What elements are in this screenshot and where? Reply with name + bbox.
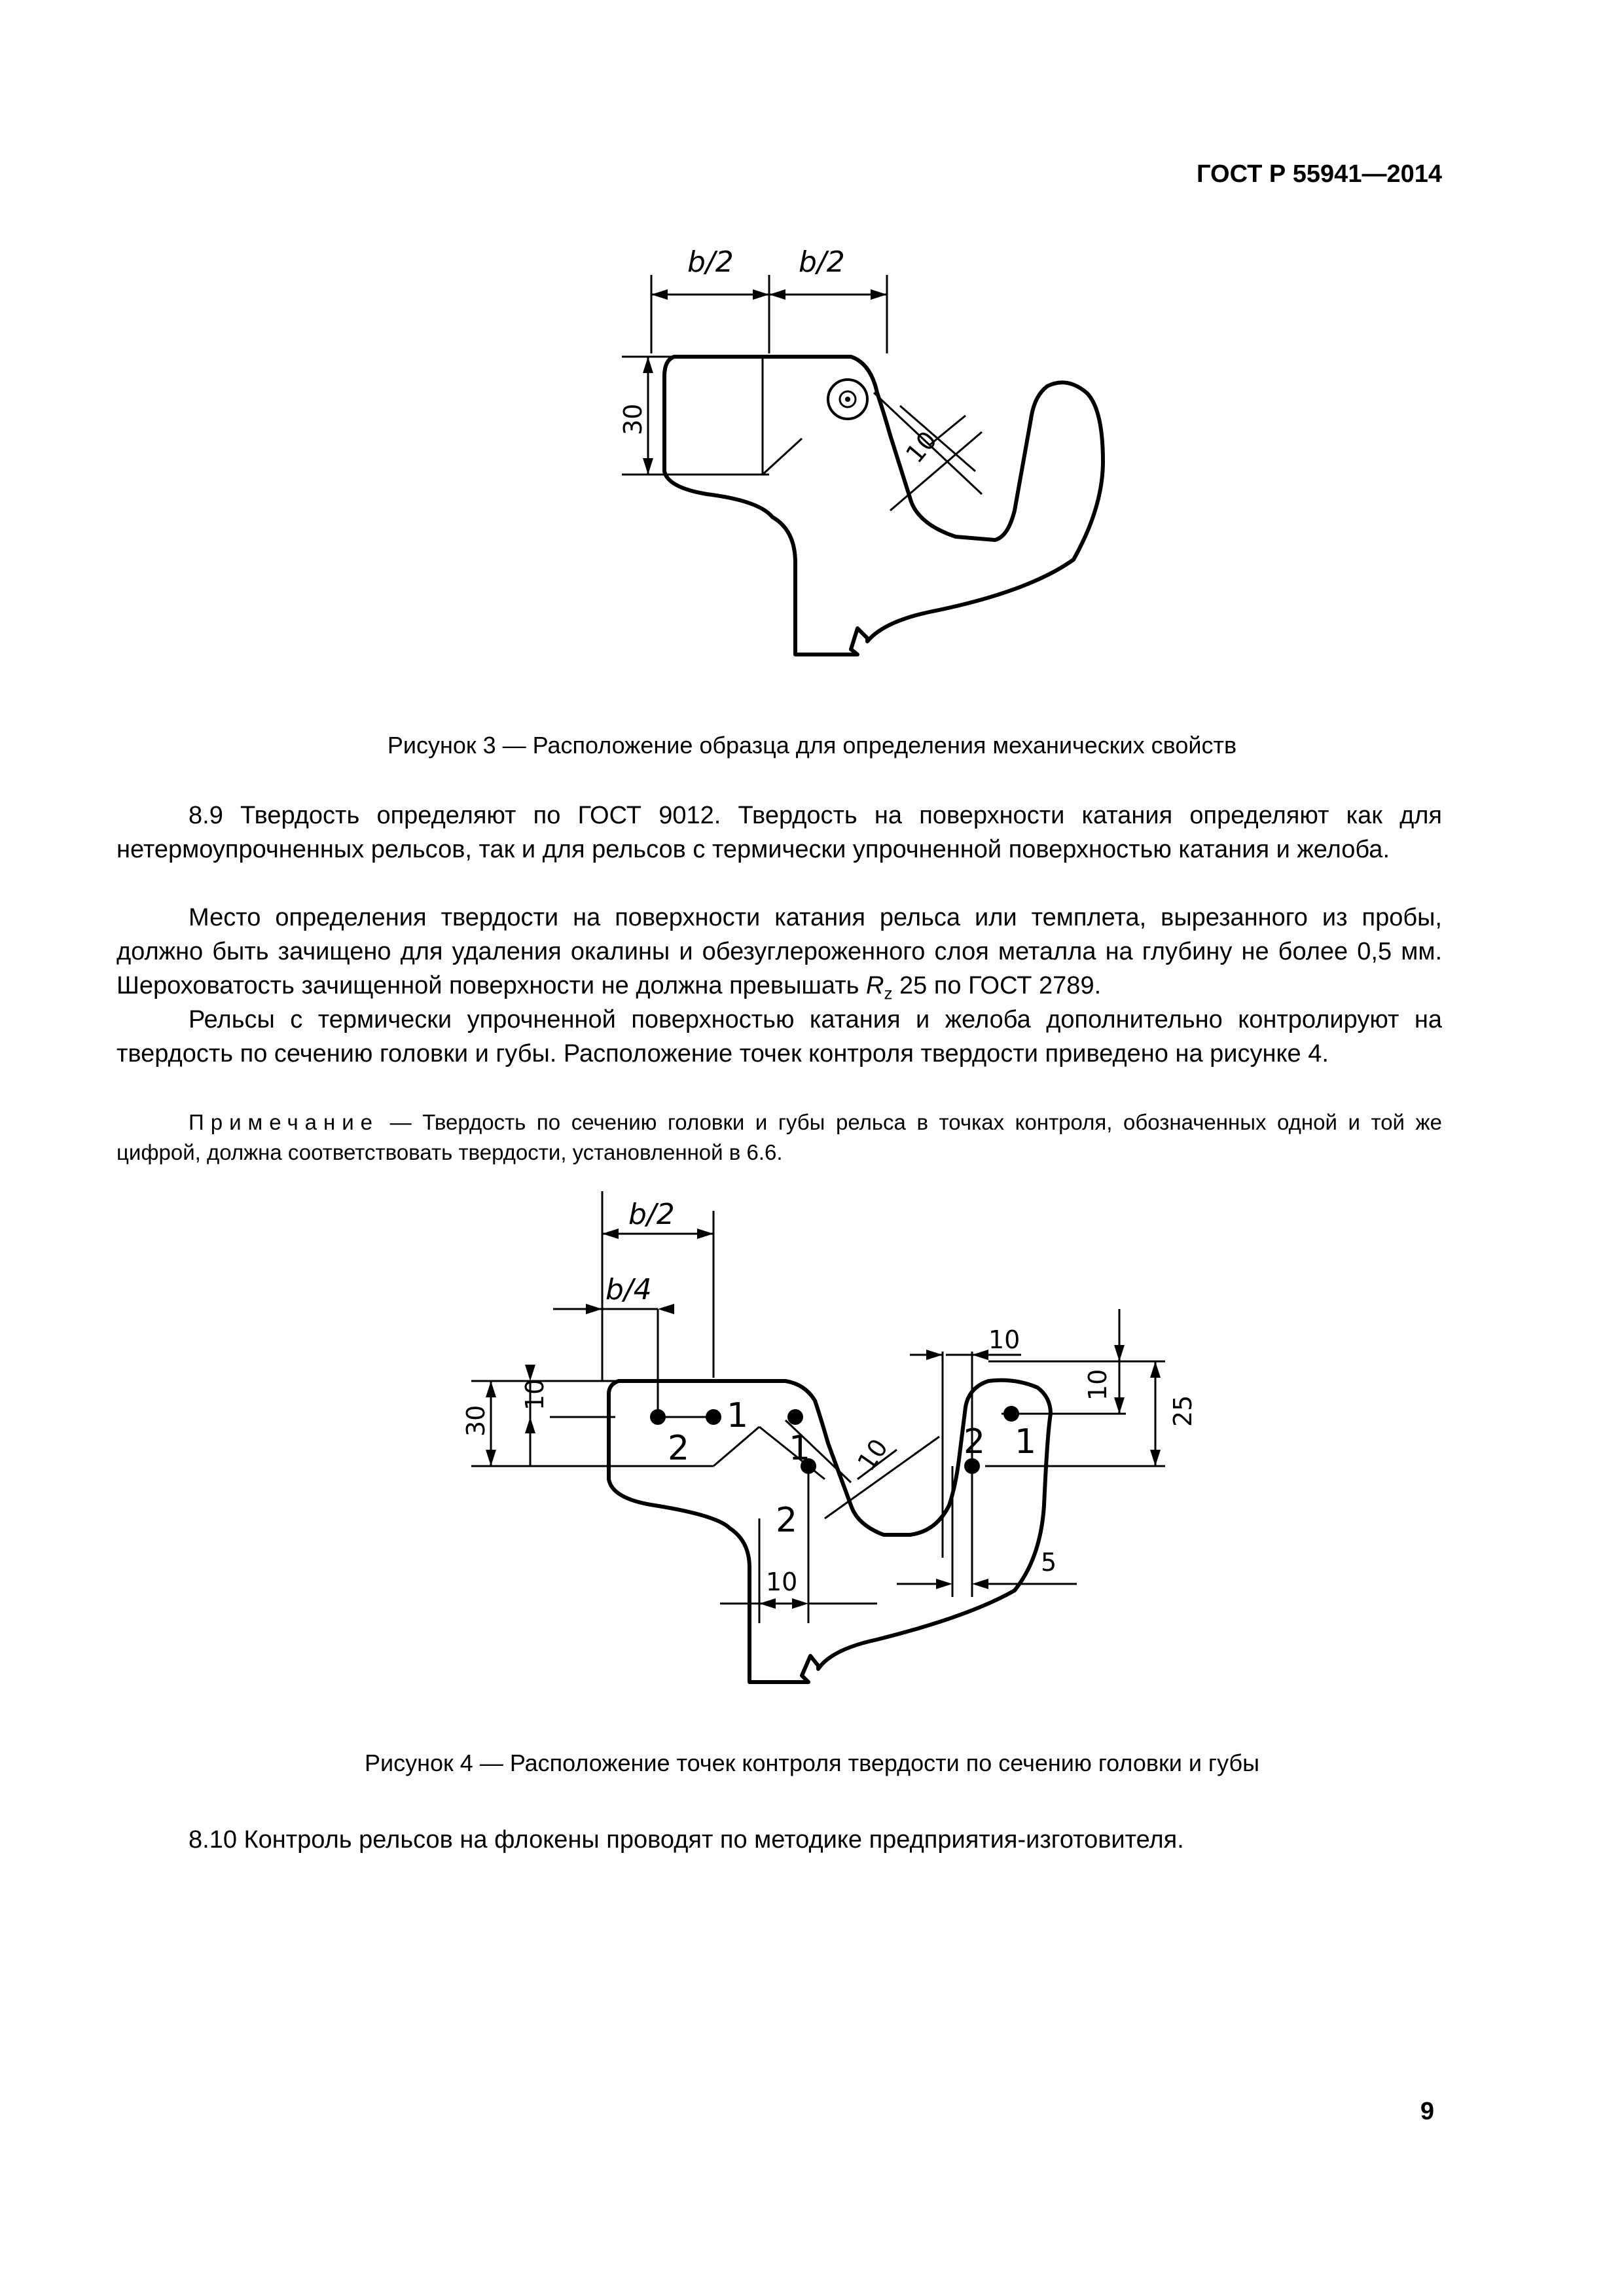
paragraph-8-9-3: Рельсы с термически упрочненной поверхностью катания и желоба дополнительно контролируют на твердость по сечению головки и губы. Расположение точек контроля твердости приведено на рисунке 4. (117, 1006, 1442, 1067)
note-label: Примечание (189, 1110, 380, 1134)
fig4-dim-quarter: b/4 (605, 1273, 652, 1306)
fig4-dim-half: b/2 (628, 1198, 675, 1231)
paragraph-8-9-2 (117, 901, 1442, 1011)
fig3-dim-right: b/2 (799, 245, 845, 279)
note-text: — Твердость по сечению головки и губы рельса в точках контроля, обозначенных одной и той же цифрой, должна соответствовать твердости, установленной в 6.6. (117, 1110, 1442, 1164)
fig3-dim-height: 30 (619, 403, 647, 435)
label-point-1: 2 (668, 1429, 690, 1468)
point-1-lip (1003, 1406, 1019, 1422)
label-point-4: 2 (776, 1501, 798, 1540)
label-point-5: 2 (964, 1422, 986, 1462)
paragraph-8-10: 8.10 Контроль рельсов на флокены проводят по методике предприятия-изготовителя. (189, 1826, 1184, 1854)
figure-3-drawing (511, 236, 1113, 668)
fig4-dim-30: 30 (461, 1405, 490, 1437)
paragraph-8-9-1: 8.9 Твердость определяют по ГОСТ 9012. Твердость на поверхности катания определяют как для нетермоупрочненных рельсов, так и для рельсов с термически упрочненной поверхностью катания и желоба. (117, 802, 1442, 863)
point-1-left (706, 1409, 721, 1425)
fig4-dim-25: 25 (1168, 1395, 1197, 1427)
fig4-dim-10-bottom: 10 (766, 1568, 798, 1596)
figure-3-caption: Рисунок 3 — Расположение образца для определения механических свойств (387, 732, 1237, 759)
fig4-dim-10-left: 10 (520, 1378, 549, 1410)
figure-4-svg (452, 1191, 1237, 1715)
fig4-dim-10-right: 10 (1083, 1369, 1112, 1401)
fig3-dim-left: b/2 (687, 245, 734, 279)
fig4-dim-10-top: 10 (988, 1325, 1020, 1354)
figure-4-drawing (452, 1191, 1237, 1715)
figure-4-caption: Рисунок 4 — Расположение точек контроля твердости по сечению головки и губы (365, 1749, 1259, 1776)
para2-text-end: 25 по ГОСТ 2789. (892, 972, 1102, 999)
fig4-dim-10-diag: 10 (852, 1433, 894, 1477)
label-point-3: 1 (789, 1429, 811, 1468)
roughness-subscript: z (884, 983, 893, 1003)
point-2-left (650, 1409, 666, 1425)
fig3-dim-offset: 10 (900, 425, 943, 469)
note (117, 1107, 1442, 1168)
label-point-6: 1 (1015, 1422, 1037, 1462)
roughness-symbol: R (865, 972, 884, 999)
fig4-dim-5: 5 (1041, 1548, 1057, 1577)
label-point-2: 1 (727, 1396, 749, 1435)
para2-text-start: Место определения твердости на поверхности катания рельса или темплета, вырезанного из пробы, должно быть зачищено для удаления окалины и обезуглероженного слоя металла на глубину не более 0,5 мм. Шероховатость зачищенной поверхности не должна превышать (117, 904, 1442, 999)
point-1-diag (787, 1409, 803, 1425)
page-number: 9 (1420, 2098, 1434, 2125)
document-code: ГОСТ Р 55941—2014 (1197, 160, 1442, 188)
figure-3-svg (511, 236, 1113, 668)
